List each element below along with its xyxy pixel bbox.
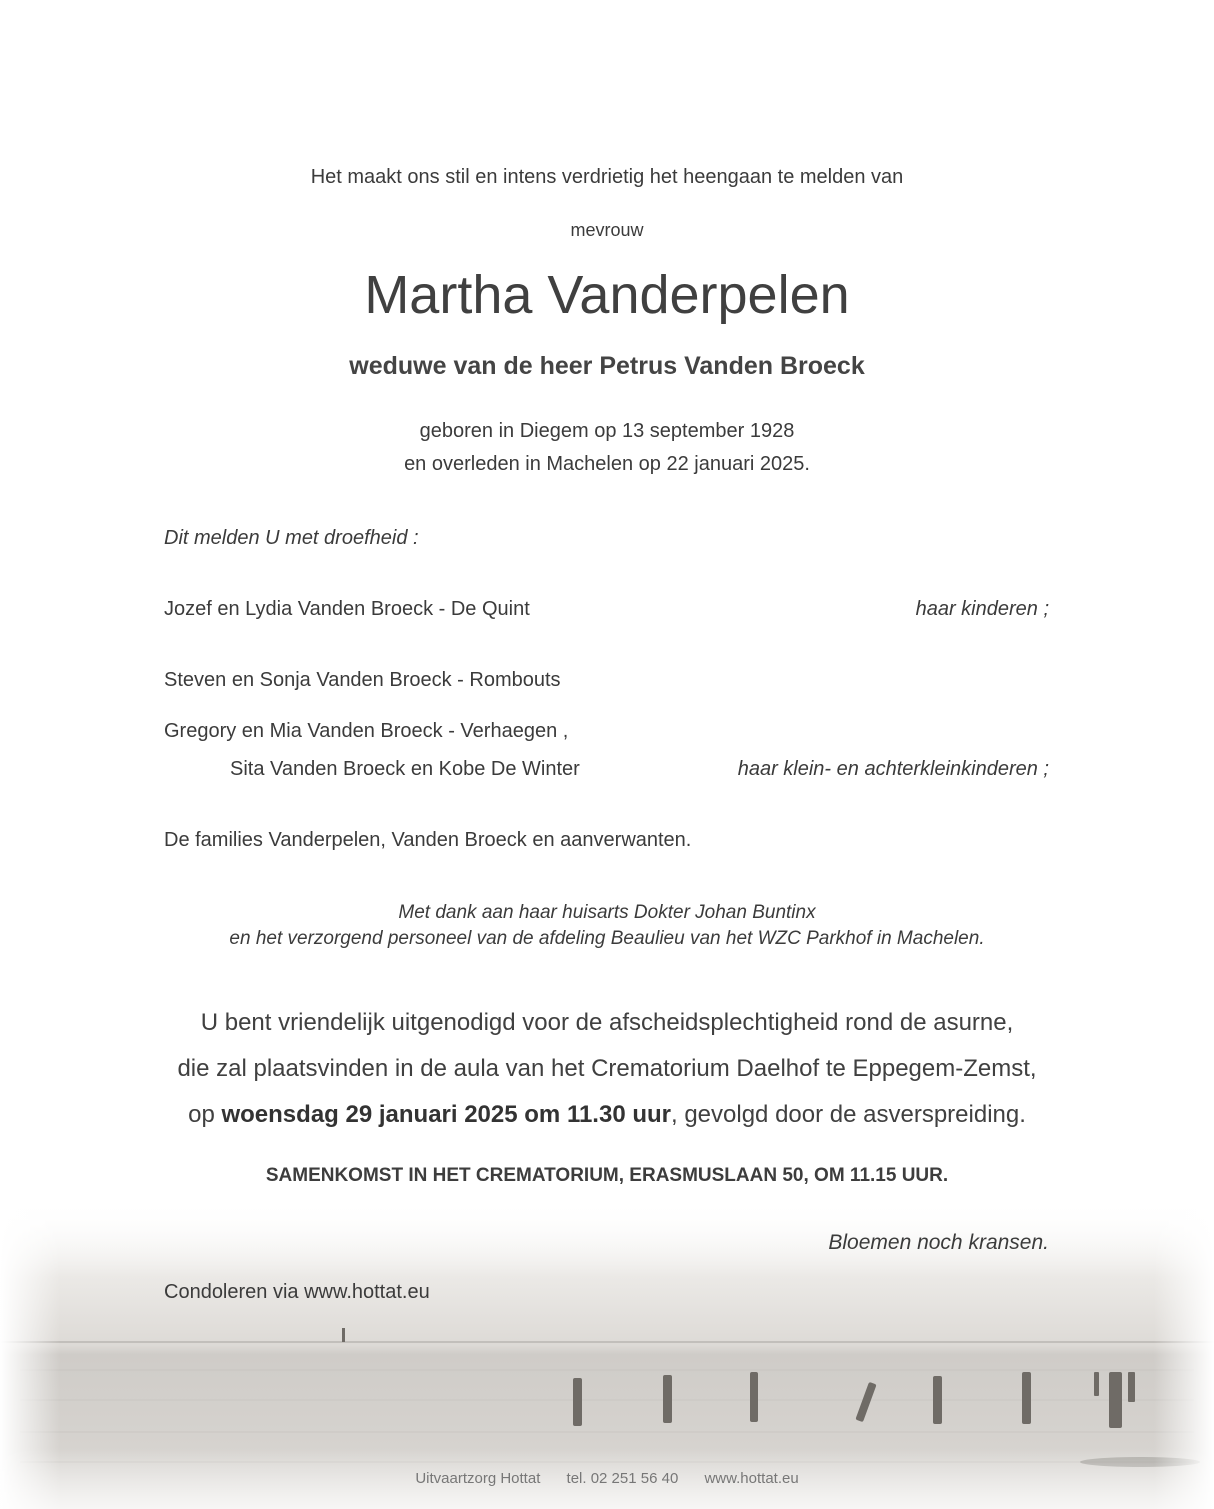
meeting-line: SAMENKOMST IN HET CREMATORIUM, ERASMUSLAAN 50, OM 11.15 UUR. <box>265 1165 949 1186</box>
footer-website: www.hottat.eu <box>704 1470 799 1487</box>
death-line: en overleden in Machelen op 22 januari 2025. <box>404 453 810 475</box>
children-role: haar kinderen ; <box>915 598 1049 620</box>
birth-line: geboren in Diegem op 13 september 1928 <box>419 420 795 442</box>
thanks-line-1: Met dank aan haar huisarts Dokter Johan Buntinx <box>398 902 816 923</box>
footer <box>0 1470 1214 1487</box>
grandchildren-line-1: Steven en Sonja Vanden Broeck - Rombouts <box>164 669 561 691</box>
invitation-line-1: U bent vriendelijk uitgenodigd voor de afscheidsplechtigheid rond de asurne, <box>200 1009 1014 1036</box>
deceased-name: Martha Vanderpelen <box>364 265 850 325</box>
grandchildren-line-3: Sita Vanden Broeck en Kobe De Winter <box>230 758 580 780</box>
children-names: Jozef en Lydia Vanden Broeck - De Quint <box>164 598 530 620</box>
grandchildren-role: haar klein- en achterkleinkinderen ; <box>737 758 1049 780</box>
invitation-suffix: , gevolgd door de asverspreiding. <box>671 1101 1026 1128</box>
flowers-line: Bloemen noch kransen. <box>828 1231 1049 1254</box>
thanks-block <box>0 900 1214 952</box>
ceremony-datetime: woensdag 29 januari 2025 om 11.30 uur <box>221 1101 671 1128</box>
spouse-line: weduwe van de heer Petrus Vanden Broeck <box>349 352 865 380</box>
families-line: De families Vanderpelen, Vanden Broeck en aanverwanten. <box>164 829 692 851</box>
life-dates <box>0 415 1214 481</box>
invitation-line-3 <box>0 1092 1214 1138</box>
footer-company: Uitvaartzorg Hottat <box>415 1470 541 1487</box>
announce-line: Dit melden U met droefheid : <box>164 527 419 549</box>
condolences-line: Condoleren via www.hottat.eu <box>164 1281 430 1303</box>
salutation: mevrouw <box>570 220 644 240</box>
grandchildren-line-2: Gregory en Mia Vanden Broeck - Verhaegen , <box>164 720 569 742</box>
invitation-block <box>0 1000 1214 1138</box>
invitation-line-2: die zal plaatsvinden in de aula van het Crematorium Daelhof te Eppegem-Zemst, <box>177 1055 1037 1082</box>
thanks-line-2: en het verzorgend personeel van de afdeling Beaulieu van het WZC Parkhof in Machelen. <box>229 928 985 949</box>
footer-phone: tel. 02 251 56 40 <box>566 1470 679 1487</box>
invitation-prefix: op <box>188 1101 222 1128</box>
intro-text: Het maakt ons stil en intens verdrietig het heengaan te melden van <box>310 166 904 188</box>
